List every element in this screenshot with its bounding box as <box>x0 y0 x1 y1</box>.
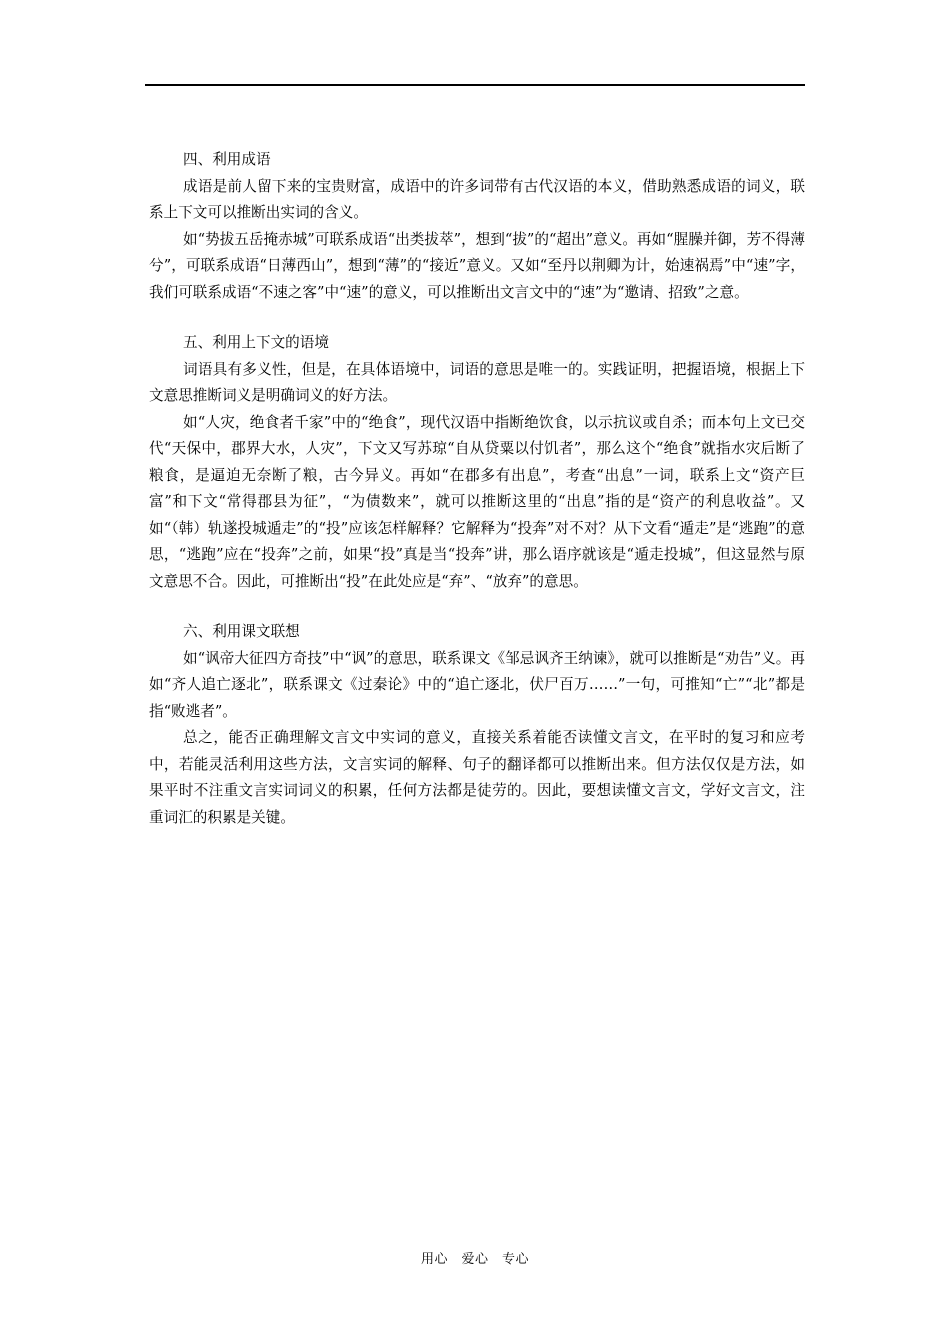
section-context <box>149 330 805 595</box>
paragraph: 如“势拔五岳掩赤城”可联系成语“出类拔萃”，想到“拔”的“超出”意义。再如“腥臊并御，芳不得薄兮”，可联系成语“日薄西山”，想到“薄”的“接近”意义。又如“至丹以荆卿为计，始速祸焉”中“速”字，我们可联系成语“不速之客”中“速”的意义，可以推断出文言文中的“速”为“邀请、招致”之意。 <box>149 230 805 301</box>
section-heading: 五、利用上下文的语境 <box>183 334 329 351</box>
section-heading: 六、利用课文联想 <box>183 623 300 640</box>
page-footer: 用心 爱心 专心 <box>420 1252 529 1267</box>
section-heading: 四、利用成语 <box>183 151 271 168</box>
paragraph: 如“讽帝大征四方奇技”中“讽”的意思，联系课文《邹忌讽齐王纳谏》，就可以推断是“劝告”义。再如“齐人追亡逐北”，联系课文《过秦论》中的“追亡逐北，伏尸百万……”一句，可推知“亡”“北”都是指“败逃者”。 <box>149 649 805 720</box>
paragraph: 如“人灾，绝食者千家”中的“绝食”，现代汉语中指断绝饮食，以示抗议或自杀；而本句上文已交代“天保中，郡界大水，人灾”，下文又写苏琼“自从贷粟以付饥者”，那么这个“绝食”就指水灾后断了粮食，是逼迫无奈断了粮，古今异义。再如“在郡多有出息”，考查“出息”一词，联系上文“资产巨富”和下文“常得郡县为征”，“为债数来”，就可以推断这里的“出息”指的是“资产的利息收益”。又如“（韩）轨遂投城遁走”的“投”应该怎样解释？它解释为“投奔”对不对？从下文看“遁走”是“逃跑”的意思，“逃跑”应在“投奔”之前，如果“投”真是当“投奔”讲，那么语序就该是“遁走投城”，但这显然与原文意思不合。因此，可推断出“投”在此处应是“弃”、“放弃”的意思。 <box>149 413 805 590</box>
section-textbook-association <box>149 619 805 831</box>
section-gap <box>149 595 805 619</box>
paragraph: 成语是前人留下来的宝贵财富，成语中的许多词带有古代汉语的本义，借助熟悉成语的词义，联系上下文可以推断出实词的含义。 <box>149 177 805 221</box>
section-idioms <box>149 147 805 306</box>
paragraph: 词语具有多义性，但是，在具体语境中，词语的意思是唯一的。实践证明，把握语境，根据上下文意思推断词义是明确词义的好方法。 <box>149 360 805 404</box>
header-rule <box>145 84 805 86</box>
paragraph: 总之，能否正确理解文言文中实词的意义，直接关系着能否读懂文言文，在平时的复习和应考中，若能灵活利用这些方法，文言实词的解释、句子的翻译都可以推断出来。但方法仅仅是方法，如果平时不注重文言实词词义的积累，任何方法都是徒劳的。因此，要想读懂文言文，学好文言文，注重词汇的积累是关键。 <box>149 729 805 826</box>
document-body <box>149 147 805 831</box>
section-gap <box>149 306 805 330</box>
